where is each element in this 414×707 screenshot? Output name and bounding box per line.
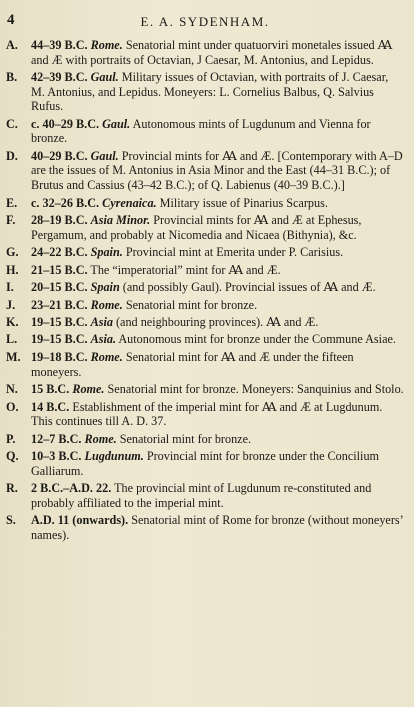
entry-date: c. 40–29 B.C. — [31, 116, 100, 131]
entry-date: 2 B.C.–A.D. 22. — [31, 481, 112, 496]
entry-text: Provincial mints for Ꜳ and Æ at Ephesus, Pergamum, and probably at Nicomedia and Nicaea (Bithynia), &c. — [31, 212, 362, 242]
entry-body — [31, 263, 281, 277]
page-header — [6, 10, 404, 38]
entry-text: Autonomous mint for bronze under the Commune Asiae. — [118, 332, 396, 347]
entry-region: Rome. — [72, 382, 105, 397]
mint-entry — [6, 481, 404, 510]
entry-letter: D. — [6, 148, 18, 163]
page-number: 4 — [7, 12, 15, 28]
entry-region: Asia — [90, 315, 113, 329]
entry-letter: P. — [6, 431, 16, 446]
entry-text: Senatorial mint for bronze. Moneyers: Sanquinius and Stolo. — [107, 382, 404, 397]
entry-date: 10–3 B.C. — [31, 449, 82, 464]
entry-date: c. 32–26 B.C. — [31, 195, 100, 210]
mint-entry-list — [6, 38, 404, 542]
mint-entry — [6, 263, 404, 278]
mint-entry — [6, 298, 404, 313]
entry-body — [31, 213, 361, 242]
mint-entry — [6, 400, 404, 429]
entry-text: Establishment of the imperial mint for Ꜳ and Æ at Lugdunum. This continues till A. D. 37. — [31, 399, 383, 429]
entry-body — [31, 149, 403, 192]
entry-text: Senatorial mint for bronze. — [119, 431, 252, 446]
entry-body — [31, 400, 382, 429]
entry-date: 40–29 B.C. — [31, 148, 88, 163]
mint-entry — [6, 315, 404, 330]
entry-letter: M. — [6, 349, 21, 364]
entry-region: Gaul. — [90, 70, 119, 85]
mint-entry — [6, 213, 404, 242]
entry-text: Provincial mints for Ꜳ and Æ. [Contemporary with A–D are the issues of M. Antonius in Asia Minor and the East (44–31 B.C.); of Brutus and Cassius (43–42 B.C.); of Q. Labienus (40–39 B.C.).] — [31, 148, 403, 193]
entry-body — [31, 280, 376, 294]
entry-region: Rome. — [84, 431, 117, 446]
entry-date: 19–18 B.C. — [31, 349, 88, 364]
entry-region: Rome. — [90, 38, 123, 52]
entry-letter: A. — [6, 38, 18, 52]
entry-text: The provincial mint of Lugdunum re-constituted and probably affiliated to the imperial mint. — [31, 481, 372, 510]
entry-text: Senatorial mint of Rome for bronze (without moneyers’ names). — [31, 513, 403, 542]
entry-letter: S. — [6, 513, 16, 528]
entry-region: Spain — [90, 280, 120, 295]
entry-letter: B. — [6, 70, 18, 85]
entry-date: 28–19 B.C. — [31, 212, 88, 227]
entry-body — [31, 332, 396, 346]
entry-letter: R. — [6, 481, 18, 496]
entry-letter: C. — [6, 116, 18, 131]
entry-body — [31, 382, 404, 396]
entry-text: Autonomous mints of Lugdunum and Vienna for bronze. — [31, 116, 371, 146]
entry-region: Rome. — [90, 297, 123, 312]
entry-date: 14 B.C. — [31, 399, 70, 414]
mint-entry — [6, 70, 404, 114]
entry-letter: H. — [6, 262, 19, 277]
entry-body — [31, 70, 388, 113]
mint-entry — [6, 449, 404, 478]
mint-entry — [6, 117, 404, 146]
entry-letter: G. — [6, 245, 19, 260]
entry-text: Provincial mint at Emerita under P. Carisius. — [125, 245, 344, 260]
running-head: E. A. SYDENHAM. — [140, 14, 270, 29]
entry-date: 23–21 B.C. — [31, 297, 88, 312]
entry-letter: L. — [6, 332, 18, 347]
entry-text: (and neighbouring provinces). Ꜳ and Æ. — [116, 315, 319, 329]
entry-region: Gaul. — [102, 116, 131, 131]
entry-region: Lugdunum. — [84, 449, 144, 464]
entry-region: Asia. — [90, 332, 116, 347]
entry-region: Gaul. — [90, 148, 119, 163]
mint-entry — [6, 513, 404, 542]
entry-letter: K. — [6, 315, 19, 329]
entry-letter: E. — [6, 195, 18, 210]
mint-entry — [6, 149, 404, 193]
entry-letter: J. — [6, 297, 16, 312]
entry-letter: O. — [6, 399, 19, 414]
entry-date: 24–22 B.C. — [31, 245, 88, 260]
entry-body — [31, 298, 257, 312]
entry-text: Senatorial mint for bronze. — [125, 297, 258, 312]
mint-entry — [6, 382, 404, 397]
entry-text: Military issue of Pinarius Scarpus. — [159, 195, 328, 210]
mint-entry — [6, 196, 404, 211]
entry-letter: N. — [6, 382, 18, 397]
entry-date: 15 B.C. — [31, 382, 70, 397]
entry-date: 19–15 B.C. — [31, 332, 88, 347]
entry-body — [31, 513, 403, 542]
entry-date: 21–15 B.C. — [31, 262, 88, 277]
entry-text: Military issues of Octavian, with portraits of J. Caesar, M. Antonius, and Lepidus. Moneyers: L. Cornelius Balbus, Q. Salvius Rufus. — [31, 70, 389, 114]
entry-text: Senatorial mint for Ꜳ and Æ under the fifteen moneyers. — [31, 349, 354, 379]
entry-body — [31, 350, 354, 379]
mint-entry — [6, 350, 404, 379]
entry-region: Spain. — [90, 245, 123, 260]
entry-body — [31, 38, 392, 67]
entry-body — [31, 315, 318, 329]
entry-body — [31, 245, 343, 259]
entry-letter: I. — [6, 280, 14, 295]
entry-region: Cyrenaica. — [102, 195, 157, 210]
entry-date: 44–39 B.C. — [31, 38, 88, 52]
entry-date: 42–39 B.C. — [31, 70, 88, 85]
mint-entry — [6, 280, 404, 295]
entry-body — [31, 117, 371, 146]
mint-entry — [6, 432, 404, 447]
entry-region: Rome. — [90, 349, 123, 364]
mint-entry — [6, 332, 404, 347]
entry-text: The “imperatorial” mint for Ꜳ and Æ. — [90, 262, 281, 277]
entry-date: A.D. 11 (onwards). — [31, 513, 129, 528]
entry-date: 12–7 B.C. — [31, 431, 82, 446]
entry-body — [31, 432, 251, 446]
entry-text: Senatorial mint under quatuorviri monetales issued Ꜳ and Æ with portraits of Octavian, J Caesar, M. Antonius, and Lepidus. — [31, 38, 393, 67]
entry-letter: F. — [6, 212, 16, 227]
entry-body — [31, 449, 379, 478]
entry-text: Provincial mint for bronze under the Concilium Galliarum. — [31, 449, 380, 478]
mint-entry — [6, 38, 404, 67]
entry-date: 19–15 B.C. — [31, 315, 88, 329]
entry-letter: Q. — [6, 449, 19, 464]
entry-body — [31, 481, 371, 510]
entry-text: (and possibly Gaul). Provincial issues of Ꜳ and Æ. — [122, 280, 376, 295]
entry-region: Asia Minor. — [90, 212, 151, 227]
mint-entry — [6, 245, 404, 260]
entry-body — [31, 196, 328, 210]
entry-date: 20–15 B.C. — [31, 280, 88, 295]
